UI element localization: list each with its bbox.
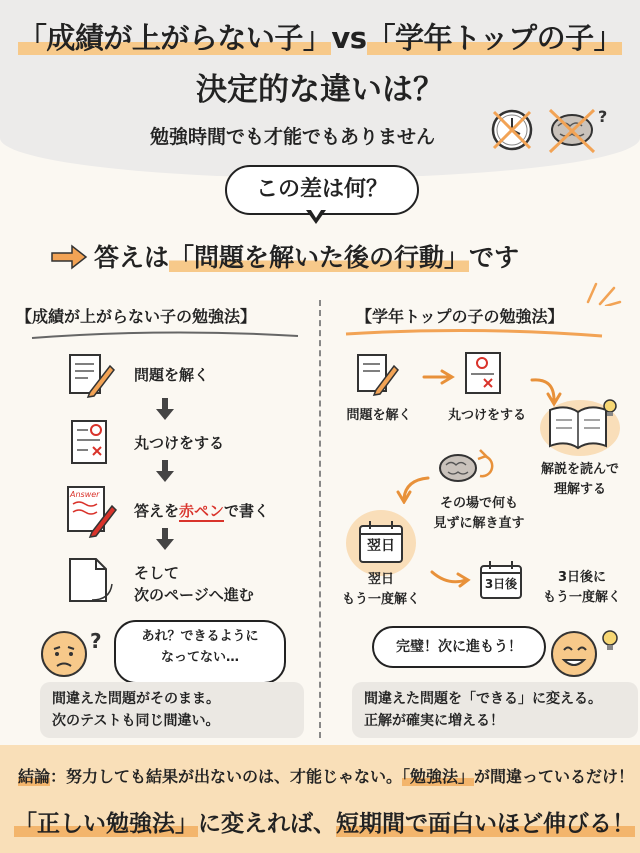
title-vs: vs: [331, 21, 367, 55]
right-step-mark: 丸つけをする: [447, 408, 526, 423]
conclusion-line2-b: に変えれば、: [198, 811, 336, 837]
calendar-3days-label: 3日後: [484, 577, 518, 591]
right-step-3d-1: 3日後に: [557, 570, 607, 585]
brain-refresh-icon: [434, 446, 498, 490]
page-title-line2: 決定的な違いは？: [196, 72, 444, 108]
brain-crossed-icon: [544, 104, 610, 156]
paper-pencil-icon: [66, 352, 116, 398]
left-step-redpen-c: で書く: [224, 502, 270, 520]
down-arrow-icon: [156, 471, 174, 482]
svg-text:?: ?: [598, 107, 608, 126]
left-step-mark: 丸つけをする: [134, 434, 225, 452]
sparkle-lines-icon: [582, 276, 622, 306]
question-bubble: この差は何？: [225, 165, 419, 215]
marked-paper-icon: [462, 350, 506, 398]
title-left: 「成績が上がらない子」: [17, 21, 332, 55]
page-subtitle: 勉強時間でも才能でもありません: [150, 126, 436, 148]
answer-highlight: 「問題を解いた後の行動」: [169, 243, 470, 272]
calendar-next-day-label: 翌日: [367, 538, 395, 554]
right-result-line2: 正解が確実に増える！: [364, 713, 504, 729]
happy-face-icon: [546, 624, 626, 680]
right-step-redo-1: その場で何も: [439, 496, 518, 511]
conclusion-line1: [18, 764, 634, 787]
answer-tag: Answer: [70, 490, 100, 499]
conclusion-line2: [14, 805, 635, 838]
marked-paper-icon: [68, 418, 114, 468]
left-step-solve: 問題を解く: [134, 366, 210, 384]
left-step-next-1: そして: [134, 564, 180, 582]
left-column-heading: 【成績が上がらない子の勉強法】: [16, 307, 257, 326]
right-step-read-1: 解説を読んで: [540, 462, 619, 477]
page-title: [14, 16, 626, 57]
arrow-right-icon: [422, 368, 458, 386]
open-book-lightbulb-icon: [542, 396, 622, 454]
conclusion-line1-a: ：努力しても結果が出ないのは、才能じゃない。: [50, 767, 403, 786]
conclusion-line1-b: 「勉強法」: [402, 767, 475, 786]
down-arrow-icon: [156, 409, 174, 420]
svg-text:?: ?: [90, 629, 102, 653]
left-result-line1: 間違えた問題がそのまま。: [52, 691, 220, 707]
right-column-heading: 【学年トップの子の勉強法】: [356, 307, 564, 326]
answer-prefix: 答えは: [94, 243, 170, 272]
left-thought-bubble: あれ？できるように なってない…: [114, 620, 286, 684]
right-step-read-2: 理解する: [553, 482, 606, 497]
answer-line: [94, 238, 519, 274]
paper-pencil-icon: [354, 352, 400, 396]
conclusion-line2-a: 「正しい勉強法」: [14, 811, 198, 837]
conclusion-line2-c: 短期間で面白いほど伸びる！: [336, 811, 635, 837]
column-divider: [319, 300, 321, 738]
left-step-redpen-a: 答えを: [134, 502, 180, 520]
right-heading-underline: [344, 326, 604, 340]
right-step-next-1: 翌日: [367, 572, 394, 587]
right-result-box: [352, 682, 638, 738]
curved-arrow-icon: [396, 474, 432, 504]
left-result-line2: 次のテストも同じ間違い。: [52, 713, 220, 729]
worried-face-icon: [34, 624, 114, 680]
left-step-next-2: 次のページへ進む: [134, 586, 254, 604]
arrow-right-icon: [430, 566, 474, 590]
answer-suffix: です: [469, 243, 520, 272]
right-speech-bubble: 完璧！次に進もう！: [372, 626, 546, 668]
right-step-3d-2: もう一度解く: [542, 590, 621, 605]
right-result-line1: 間違えた問題を「できる」に変える。: [364, 691, 602, 707]
left-heading-underline: [30, 328, 300, 342]
right-step-redo-2: 見ずに解き直す: [433, 516, 525, 531]
conclusion-line1-c: が間違っているだけ！: [474, 767, 635, 786]
clock-crossed-icon: [488, 106, 536, 154]
title-right: 「学年トップの子」: [366, 21, 623, 55]
question-bubble-tail-fill: [309, 207, 323, 218]
arrow-right-icon: [50, 244, 88, 270]
left-result-box: [40, 682, 304, 738]
page-turn-icon: [66, 556, 116, 604]
conclusion-label: 結論: [18, 767, 51, 786]
right-step-next-2: もう一度解く: [341, 592, 420, 607]
left-step-redpen-b: 赤ペン: [179, 502, 225, 520]
right-step-solve: 問題を解く: [346, 408, 412, 423]
left-step-redpen: [134, 500, 269, 521]
down-arrow-icon: [156, 539, 174, 550]
